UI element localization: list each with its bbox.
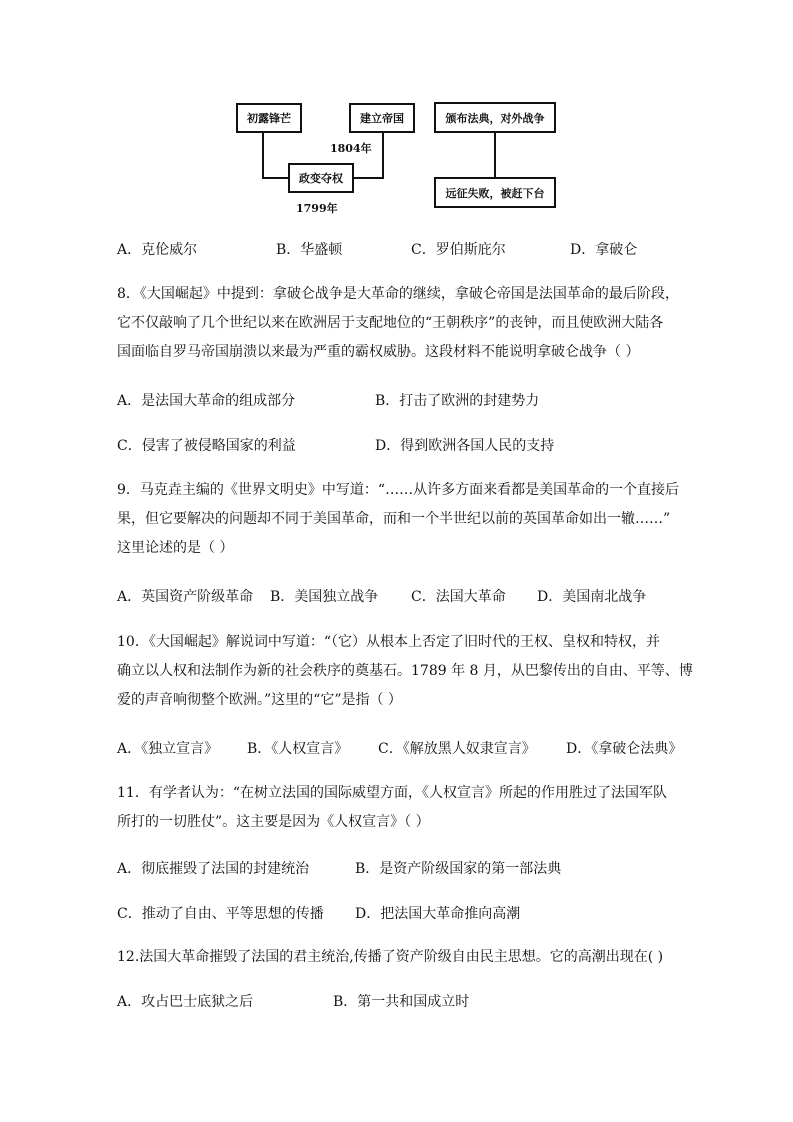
connector-right-horizontal — [354, 177, 384, 179]
q8-line-3: 国面临自罗马帝国崩溃以来最为严重的霸权威胁。这段材料不能说明拿破仑战争（ ） — [117, 344, 640, 360]
q7-option-c: C．罗伯斯庇尔 — [411, 242, 506, 258]
q8-line-2: 它不仅敲响了几个世纪以来在欧洲居于支配地位的“王朝秩序”的丧钟，而且使欧洲大陆各 — [117, 315, 664, 331]
q11-option-b: B．是资产阶级国家的第一部法典 — [355, 861, 562, 877]
q10-line-2: 确立以人权和法制作为新的社会秩序的奠基石。1789 年 8 月，从巴黎传出的自由、平等、博 — [117, 663, 693, 679]
q8-option-a: A．是法国大革命的组成部分 — [117, 393, 296, 409]
year-label-1804: 1804年 — [330, 142, 372, 155]
q8-option-b: B．打击了欧洲的封建势力 — [375, 393, 540, 409]
q9-line-3: 这里论述的是（ ） — [117, 540, 234, 556]
q11-option-d: D．把法国大革命推向高潮 — [355, 906, 521, 922]
q10-option-a: A．《独立宣言》 — [117, 741, 219, 757]
q9-line-1: 9．马克垚主编的《世界文明史》中写道：“……从许多方面来看都是美国革命的一个直接后 — [117, 482, 680, 498]
q11-line-2: 所打的一切胜仗”。这主要是因为《人权宣言》（ ） — [117, 814, 430, 830]
q7-option-d: D．拿破仑 — [570, 242, 638, 258]
q12-option-a: A．攻占巴士底狱之后 — [117, 994, 254, 1010]
connector-banbu-yuanzheng — [494, 133, 496, 177]
q11-option-a: A．彻底摧毁了法国的封建统治 — [117, 861, 310, 877]
q9-line-2: 果，但它要解决的问题却不同于美国革命，而和一个半世纪以前的英国革命如出一辙……” — [117, 511, 671, 527]
q11-stem — [117, 779, 682, 837]
q10-line-1: 10．《大国崛起》解说词中写道：“（它）从根本上否定了旧时代的王权、皇权和特权，并 — [117, 634, 660, 650]
q9-option-d: D．美国南北战争 — [537, 589, 647, 605]
q8-option-c: C．侵害了被侵略国家的利益 — [117, 438, 296, 454]
q9-option-c: C．法国大革命 — [411, 589, 506, 605]
q10-option-d: D．《拿破仑法典》 — [566, 741, 683, 757]
q12-option-b: B．第一共和国成立时 — [333, 994, 470, 1010]
connector-left-horizontal — [262, 177, 288, 179]
q7-option-a: A．克伦威尔 — [117, 242, 198, 258]
q11-option-c: C．推动了自由、平等思想的传播 — [117, 906, 324, 922]
q10-option-c: C．《解放黑人奴隶宣言》 — [378, 741, 536, 757]
q9-stem — [117, 476, 682, 563]
box-jianli-diguo: 建立帝国 — [349, 103, 415, 133]
box-zhengbian-duoquan: 政变夺权 — [288, 163, 354, 193]
q9-option-a: A．英国资产阶级革命 — [117, 589, 254, 605]
q7-option-b: B．华盛顿 — [276, 242, 343, 258]
timeline-diagram — [0, 0, 793, 230]
q8-line-1: 8．《大国崛起》中提到：拿破仑战争是大革命的继续，拿破仑帝国是法国革命的最后阶段， — [117, 286, 679, 302]
connector-left-vertical — [262, 133, 264, 179]
q9-option-b: B．美国独立战争 — [270, 589, 379, 605]
box-yuanzheng-shibai: 远征失败，被赶下台 — [434, 177, 556, 208]
year-label-1799: 1799年 — [296, 202, 338, 215]
q12-stem: 12.法国大革命摧毁了法国的君主统治,传播了资产阶级自由民主思想。它的高潮出现在( ) — [117, 949, 664, 965]
box-chulu-fengmang: 初露锋芒 — [236, 103, 302, 133]
q10-line-3: 爱的声音响彻整个欧洲。”这里的“它”是指（ ） — [117, 692, 402, 708]
connector-right-vertical — [382, 133, 384, 179]
q10-option-b: B．《人权宣言》 — [247, 741, 349, 757]
q11-line-1: 11．有学者认为：“在树立法国的国际威望方面，《人权宣言》所起的作用胜过了法国军队 — [117, 785, 667, 801]
q8-option-d: D．得到欧洲各国人民的支持 — [375, 438, 555, 454]
q10-stem — [117, 628, 693, 715]
box-banbu-fadian: 颁布法典，对外战争 — [434, 102, 556, 133]
q8-stem — [117, 280, 682, 367]
